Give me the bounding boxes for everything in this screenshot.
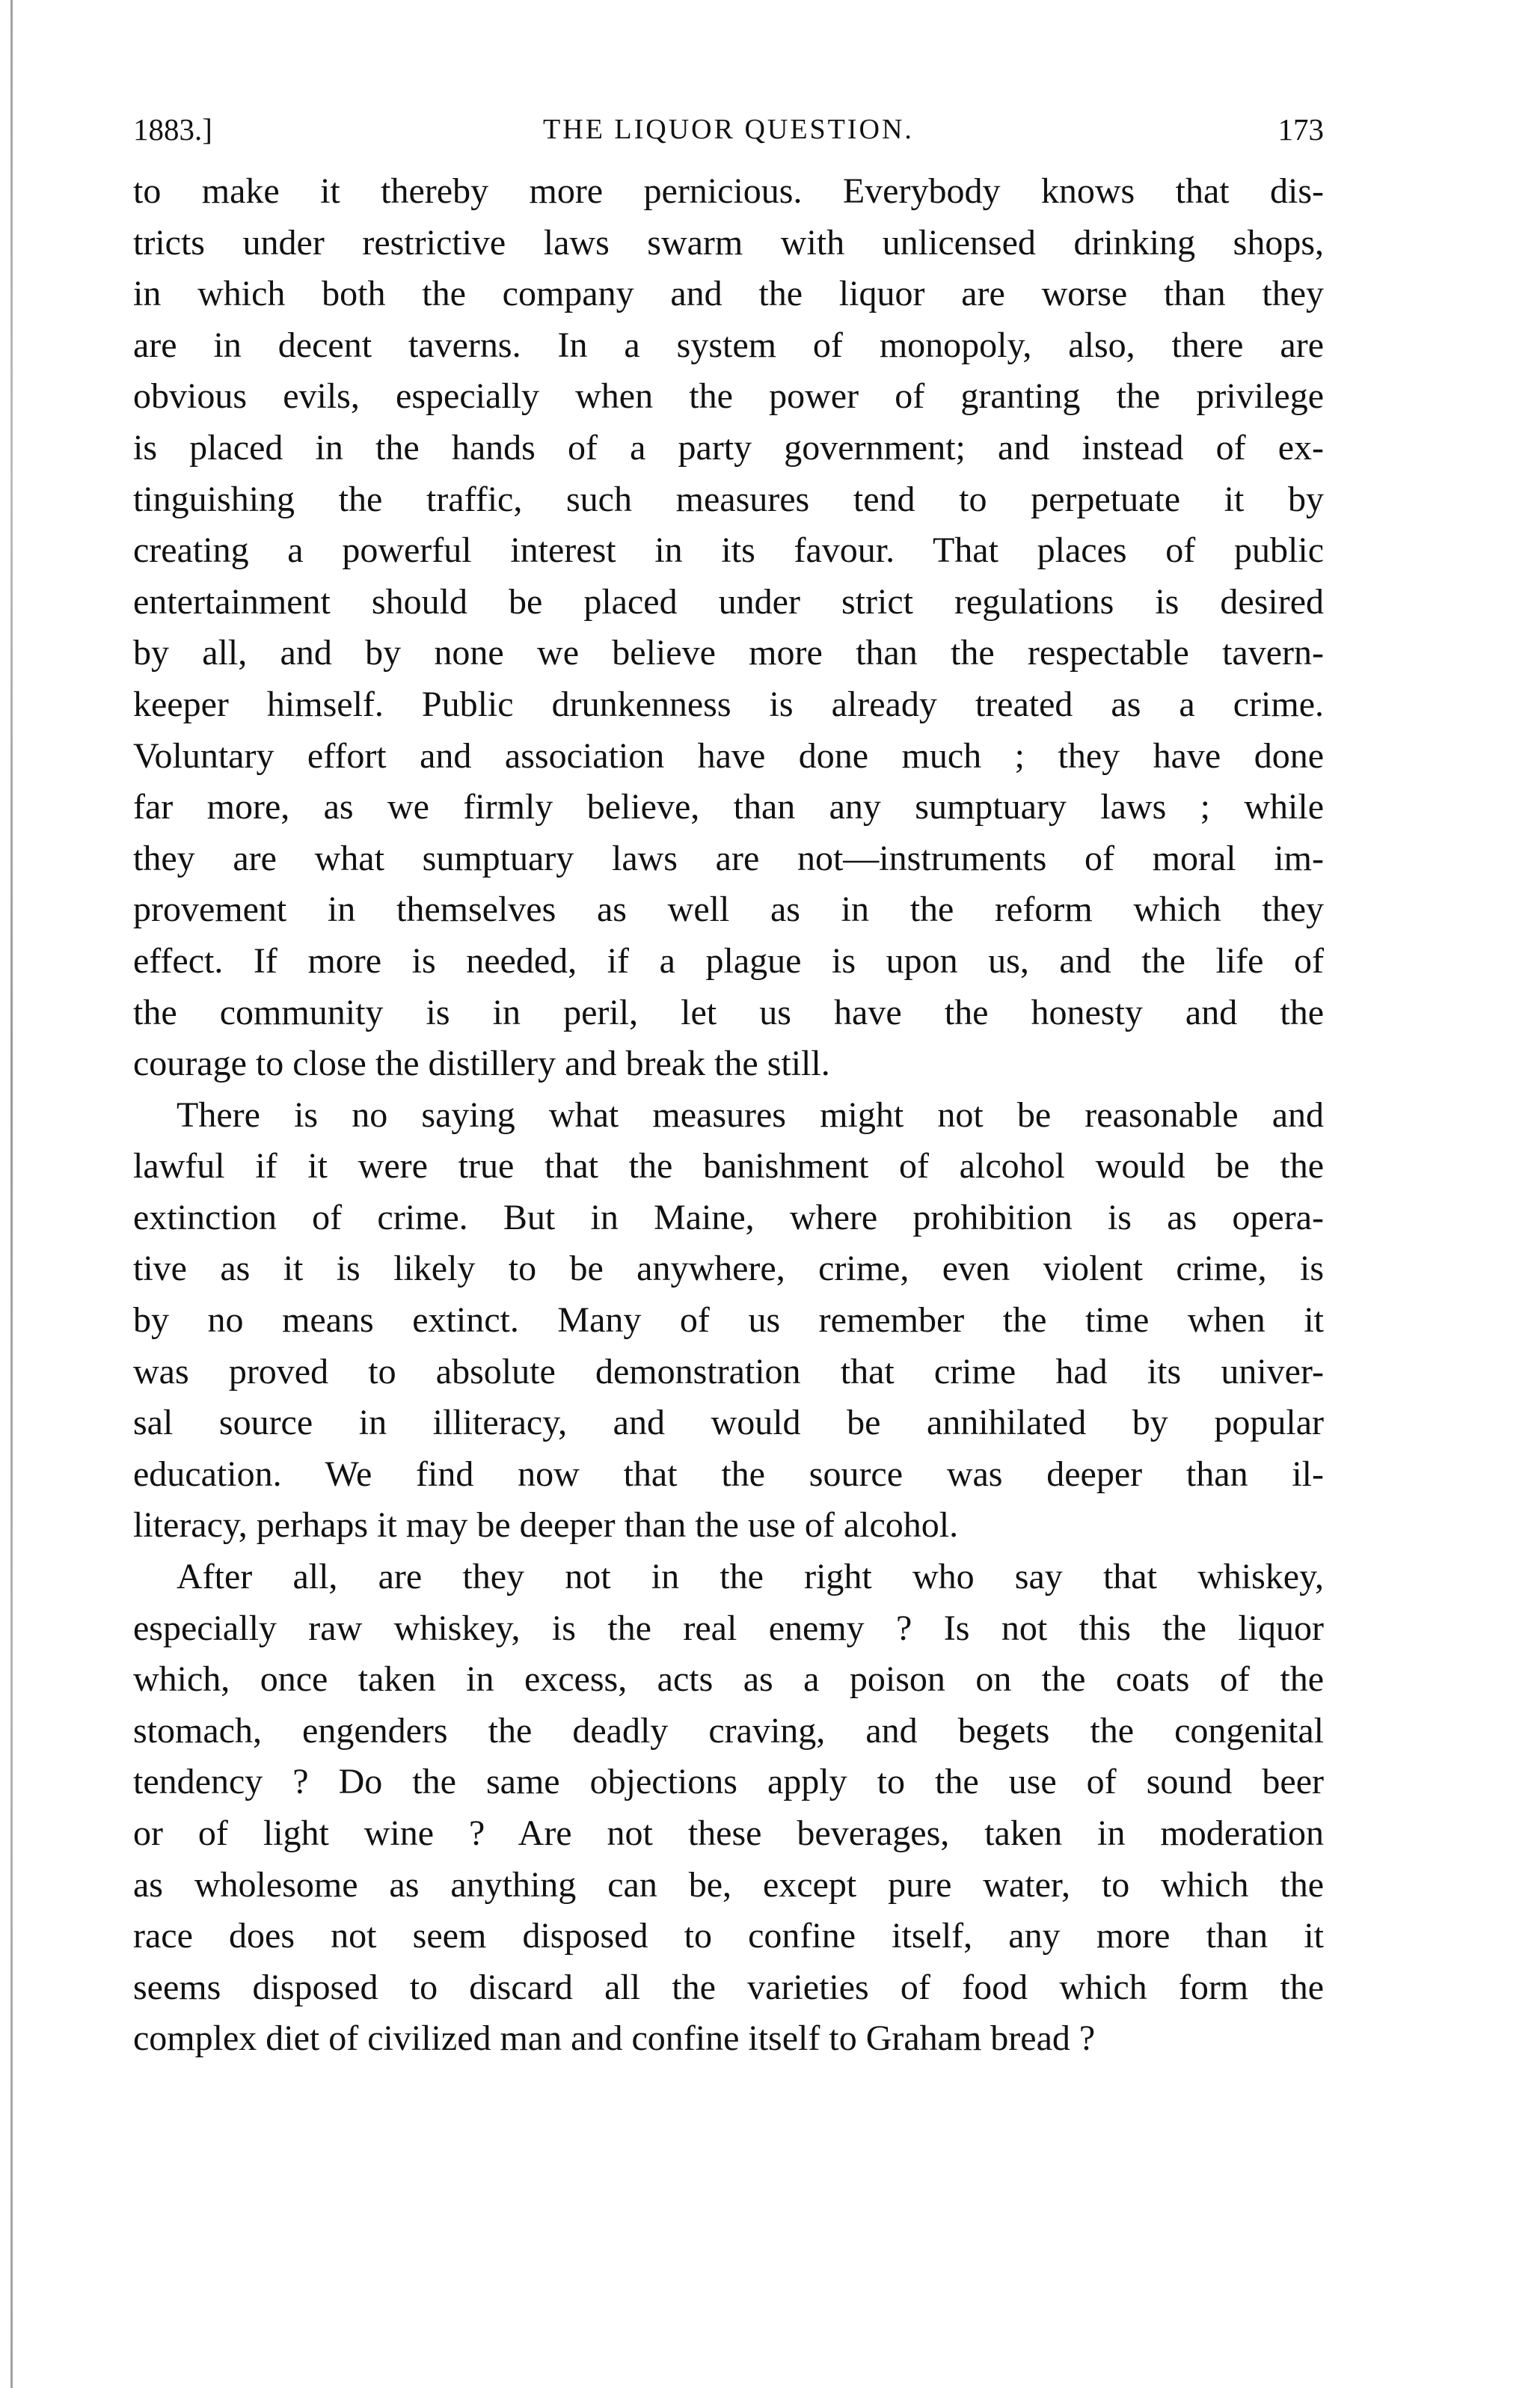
text-line: race does not seem disposed to confine itself, any more than it <box>133 1916 1324 1956</box>
text-line: tricts under restrictive laws swarm with unlicensed drinking shops, <box>133 222 1324 263</box>
text-line: entertainment should be placed under strict regulations is desired <box>133 581 1324 622</box>
text-line: tendency ? Do the same objections apply to the use of sound beer <box>133 1762 1324 1802</box>
text-line: is placed in the hands of a party government; and instead of ex- <box>133 427 1324 468</box>
text-line: as wholesome as anything can be, except pure water, to which the <box>133 1864 1324 1905</box>
text-line: by no means extinct. Many of us remember the time when it <box>133 1300 1324 1341</box>
text-line: creating a powerful interest in its favour. That places of public <box>133 530 1324 571</box>
page-number: 173 <box>1277 112 1324 147</box>
text-line: stomach, engenders the deadly craving, and begets the congenital <box>133 1710 1324 1751</box>
text-line: far more, as we firmly believe, than any sumptuary laws ; while <box>133 787 1324 827</box>
book-page <box>133 103 1324 2065</box>
running-head <box>133 103 1324 156</box>
text-line: tinguishing the traffic, such measures tend to perpetuate it by <box>133 479 1324 519</box>
text-line: by all, and by none we believe more than the respectable tavern- <box>133 633 1324 673</box>
body-text <box>133 166 1324 2065</box>
text-line: or of light wine ? Are not these beverages, taken in moderation <box>133 1813 1324 1853</box>
text-line: lawful if it were true that the banishment of alcohol would be the <box>133 1146 1324 1187</box>
text-line: obvious evils, especially when the power of granting the privilege <box>133 376 1324 417</box>
text-line: keeper himself. Public drunkenness is already treated as a crime. <box>133 684 1324 724</box>
paragraph-2 <box>133 1090 1324 1552</box>
text-line: especially raw whiskey, is the real enemy ? Is not this the liquor <box>133 1608 1324 1648</box>
text-line: in which both the company and the liquor are worse than they <box>133 274 1324 314</box>
text-line: which, once taken in excess, acts as a poison on the coats of the <box>133 1659 1324 1700</box>
text-line: There is no saying what measures might not be reasonable and <box>177 1094 1324 1135</box>
text-line: After all, are they not in the right who say that whiskey, <box>177 1557 1324 1597</box>
text-line: extinction of crime. But in Maine, where prohibition is as opera- <box>133 1197 1324 1237</box>
text-line: seems disposed to discard all the varieties of food which form the <box>133 1967 1324 2007</box>
text-line: effect. If more is needed, if a plague is upon us, and the life of <box>133 940 1324 981</box>
text-line: literacy, perhaps it may be deeper than the use of alcohol. <box>133 1505 959 1546</box>
header-title: THE LIQUOR QUESTION. <box>543 114 914 145</box>
page-edge-line <box>10 0 13 2388</box>
text-line: courage to close the distillery and break the still. <box>133 1044 830 1084</box>
text-line: sal source in illiteracy, and would be annihilated by popular <box>133 1403 1324 1443</box>
text-line: tive as it is likely to be anywhere, crime, even violent crime, is <box>133 1249 1324 1289</box>
text-line: the community is in peril, let us have the honesty and the <box>133 992 1324 1032</box>
text-line: are in decent taverns. In a system of monopoly, also, there are <box>133 325 1324 365</box>
paragraph-1 <box>133 166 1324 1090</box>
paragraph-3 <box>133 1552 1324 2065</box>
text-line: was proved to absolute demonstration that crime had its univer- <box>133 1351 1324 1392</box>
text-line: education. We find now that the source was deeper than il- <box>133 1454 1324 1494</box>
header-year: 1883.] <box>133 112 212 147</box>
text-line: to make it thereby more pernicious. Everybody knows that dis- <box>133 171 1324 211</box>
text-line: provement in themselves as well as in the reform which they <box>133 890 1324 930</box>
text-line: Voluntary effort and association have done much ; they have done <box>133 735 1324 776</box>
text-line: they are what sumptuary laws are not—instruments of moral im- <box>133 838 1324 878</box>
text-line: complex diet of civilized man and confine itself to Graham bread ? <box>133 2018 1096 2059</box>
